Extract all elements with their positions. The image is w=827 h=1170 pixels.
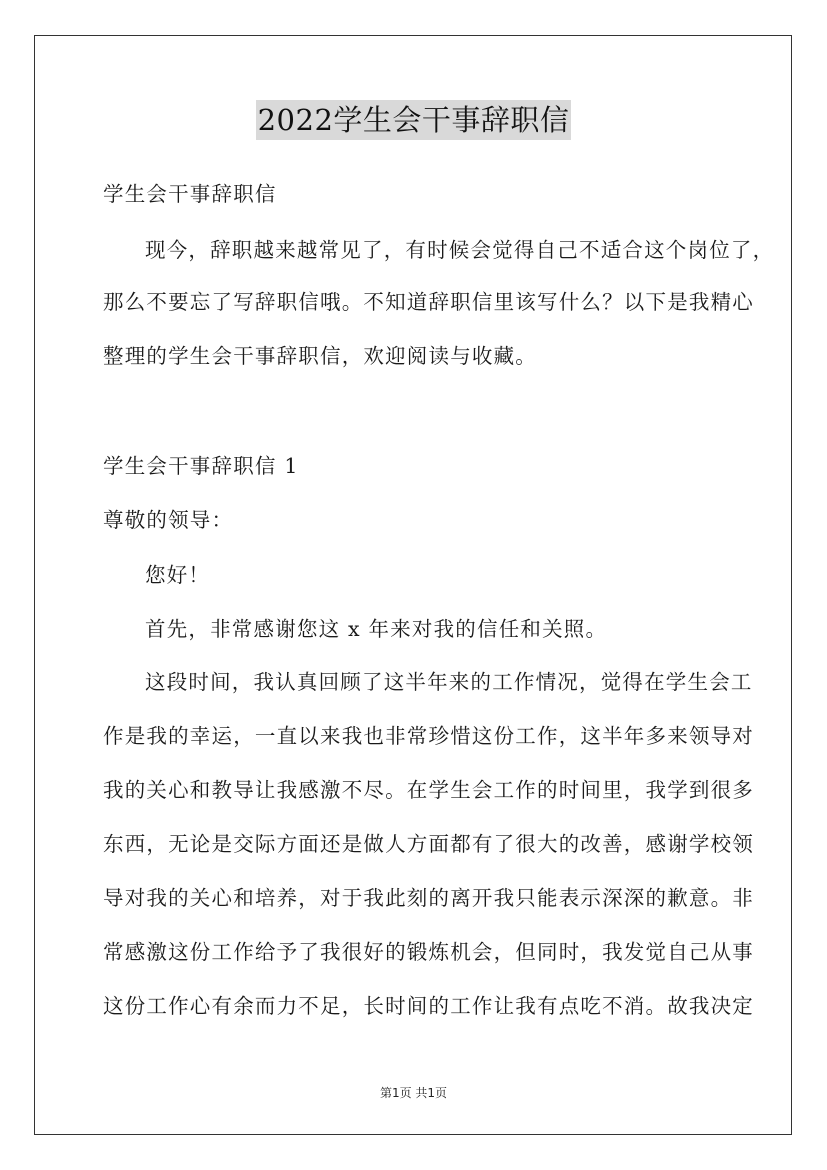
- paragraph-line: 常感激这份工作给予了我很好的锻炼机会，但同时，我发觉自己从事: [103, 940, 754, 964]
- page-footer: 第1页 共1页: [379, 1086, 448, 1100]
- salutation: 尊敬的领导：: [103, 508, 234, 532]
- paragraph-line: 我的关心和教导让我感激不尽。在学生会工作的时间里，我学到很多: [103, 778, 754, 802]
- greeting: 您好！: [145, 563, 211, 587]
- paragraph-line: 这份工作心有余而力不足，长时间的工作让我有点吃不消。故我决定: [103, 994, 754, 1018]
- section-heading: 学生会干事辞职信 1: [103, 454, 299, 478]
- paragraph-line: 导对我的关心和培养，对于我此刻的离开我只能表示深深的歉意。非: [103, 886, 754, 910]
- intro-line: 那么不要忘了写辞职信哦。不知道辞职信里该写什么？以下是我精心: [103, 290, 754, 314]
- document-title: 2022学生会干事辞职信: [256, 100, 572, 140]
- subtitle: 学生会干事辞职信: [103, 182, 277, 206]
- intro-line: 整理的学生会干事辞职信，欢迎阅读与收藏。: [103, 344, 537, 368]
- paragraph-line: 首先，非常感谢您这 x 年来对我的信任和关照。: [145, 617, 608, 641]
- title-wrap: [0, 100, 827, 140]
- intro-line: 现今，辞职越来越常见了，有时候会觉得自己不适合这个岗位了，: [145, 238, 775, 262]
- paragraph-line: 作是我的幸运，一直以来我也非常珍惜这份工作，这半年多来领导对: [103, 724, 754, 748]
- paragraph-line: 东西，无论是交际方面还是做人方面都有了很大的改善，感谢学校领: [103, 832, 754, 856]
- paragraph-line: 这段时间，我认真回顾了这半年来的工作情况，觉得在学生会工: [145, 670, 753, 694]
